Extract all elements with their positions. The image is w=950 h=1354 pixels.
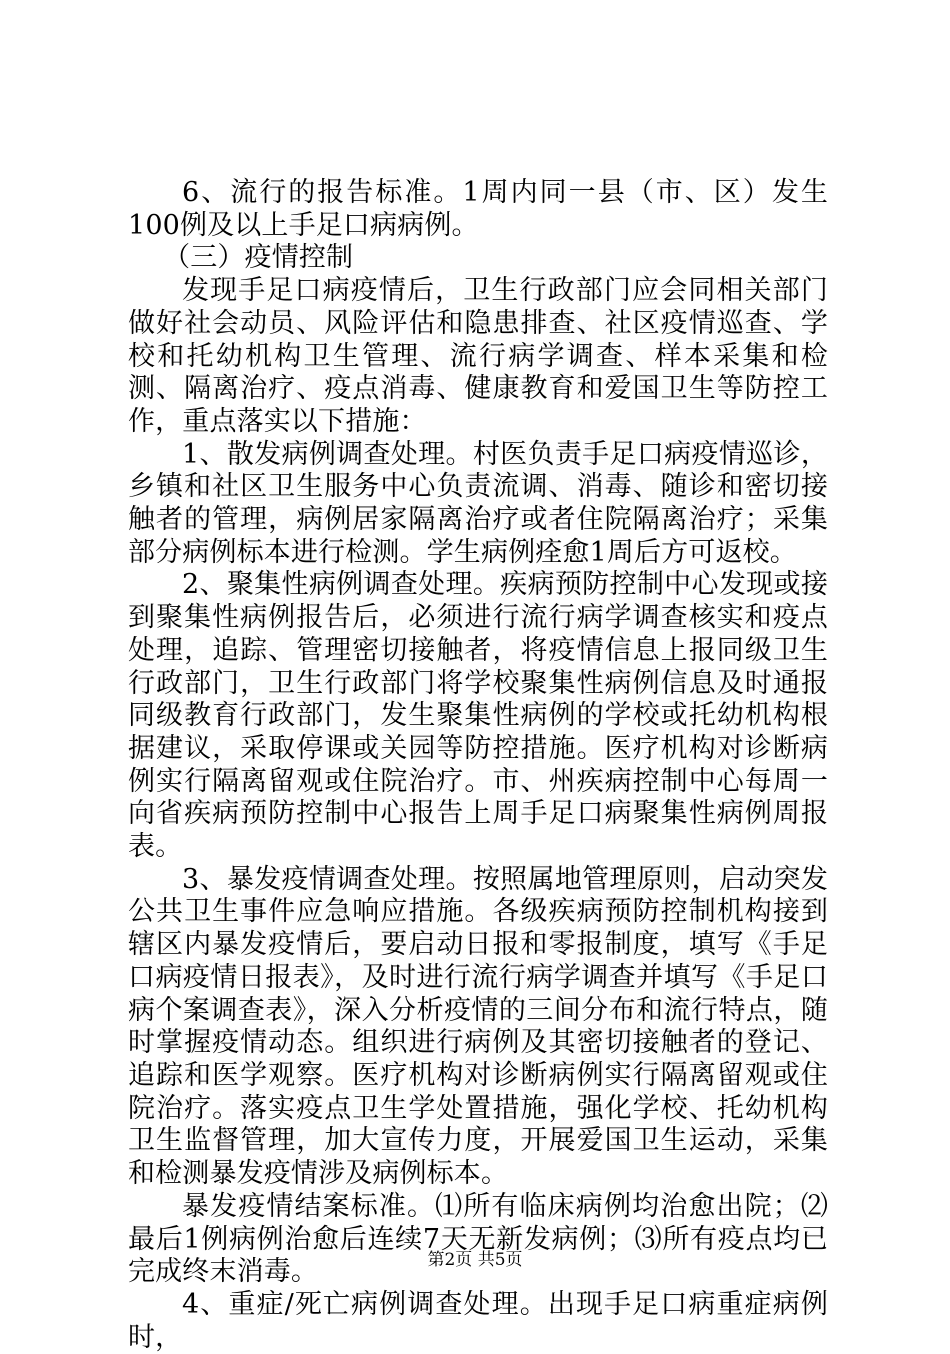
paragraph-reporting-standard: 6、流行的报告标准。1周内同一县（市、区）发生100例及以上手足口病病例。 — [128, 177, 828, 241]
paragraph-outbreak-handling: 3、暴发疫情调查处理。按照属地管理原则，启动突发公共卫生事件应急响应措施。各级疾病预防控制机构接到辖区内暴发疫情后，要启动日报和零报制度，填写《手足口病疫情日报表》，及时进行流行病学调查并填写《手足口病个案调查表》，深入分析疫情的三间分布和流行特点，随时掌握疫情动态。组织进行病例及其密切接触者的登记、追踪和医学观察。医疗机构对诊断病例实行隔离留观或住院治疗。落实疫点卫生学处置措施，强化学校、托幼机构卫生监督管理，加大宣传力度，开展爱国卫生运动，采集和检测暴发疫情涉及病例标本。 — [128, 863, 828, 1190]
paragraph-outbreak-closure: 暴发疫情结案标准。⑴所有临床病例均治愈出院；⑵最后1例病例治愈后连续7天无新发病例；⑶所有疫点均已完成终末消毒。 — [128, 1190, 828, 1288]
page-number-footer: 第2页 共5页 — [427, 1250, 523, 1270]
paragraph-cluster-cases: 2、聚集性病例调查处理。疾病预防控制中心发现或接到聚集性病例报告后，必须进行流行病学调查核实和疫点处理，追踪、管理密切接触者，将疫情信息上报同级卫生行政部门，卫生行政部门将学校聚集性病例信息及时通报同级教育行政部门，发生聚集性病例的学校或托幼机构根据建议，采取停课或关园等防控措施。医疗机构对诊断病例实行隔离留观或住院治疗。市、州疾病控制中心每周一向省疾病预防控制中心报告上周手足口病聚集性病例周报表。 — [128, 569, 828, 863]
document-body — [128, 177, 828, 1354]
paragraph-severe-cases: 4、重症/死亡病例调查处理。出现手足口病重症病例时， — [128, 1288, 828, 1353]
paragraph-control-intro: 发现手足口病疫情后，卫生行政部门应会同相关部门做好社会动员、风险评估和隐患排查、社区疫情巡查、学校和托幼机构卫生管理、流行病学调查、样本采集和检测、隔离治疗、疫点消毒、健康教育和爱国卫生等防控工作，重点落实以下措施： — [128, 275, 828, 437]
paragraph-sporadic-cases: 1、散发病例调查处理。村医负责手足口病疫情巡诊，乡镇和社区卫生服务中心负责流调、消毒、随诊和密切接触者的管理，病例居家隔离治疗或者住院隔离治疗；采集部分病例标本进行检测。学生病例痊愈1周后方可返校。 — [128, 438, 828, 568]
section-heading-epidemic-control: （三）疫情控制 — [163, 242, 354, 274]
